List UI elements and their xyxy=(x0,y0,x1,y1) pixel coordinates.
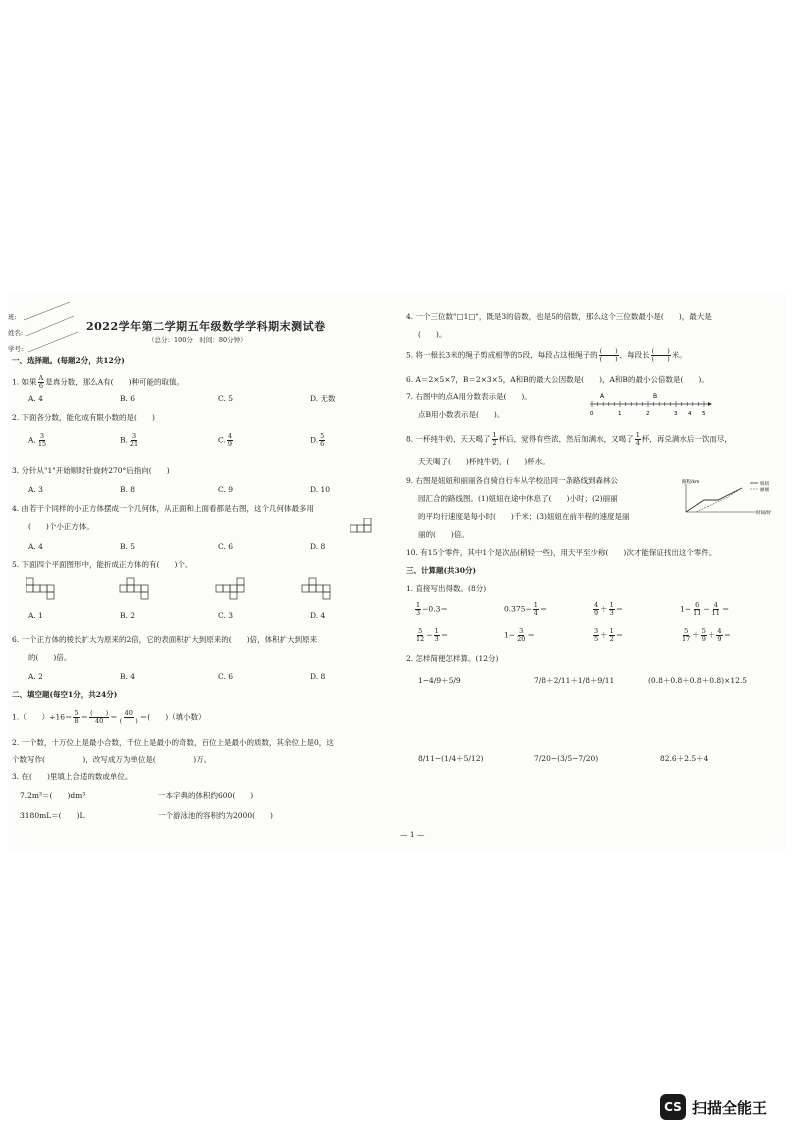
simplify-item-2: 7/8＋2/11＋1/8＋9/11 xyxy=(534,676,615,685)
frac-den: 8 xyxy=(74,717,79,725)
section3-heading: 三、计算题(共30分) xyxy=(406,566,477,575)
frac-den: 3 xyxy=(609,609,614,617)
calc-eq: ＝ xyxy=(723,630,732,640)
frac-den: 9 xyxy=(717,635,722,643)
frac-den: 11 xyxy=(711,609,720,617)
simplify-item-4: 8/11−(1/4＋5/12) xyxy=(418,754,484,763)
q1-6-line1: 6. 一个正方体的棱长扩大为原来的2倍，它的表面积扩大到原来的( )倍，体积扩大到原来 xyxy=(12,635,318,644)
q2-3-row1-b: 一本字典的体积约600( ) xyxy=(158,791,254,800)
q2-7-number-line xyxy=(584,392,714,418)
calc-item-2 xyxy=(504,602,547,617)
frac-num: 4 xyxy=(594,601,599,609)
frac-den: 20 xyxy=(517,635,526,643)
q2-5-b: ，每段长 xyxy=(619,350,650,360)
q2-5 xyxy=(406,348,687,363)
q2-3-row2-a: 3180mL＝( )L xyxy=(20,811,85,820)
q1-1 xyxy=(12,375,184,390)
calc-item-4 xyxy=(680,602,729,617)
frac-num: 1 xyxy=(416,601,421,609)
frac-num: 5 xyxy=(418,627,423,635)
calc-item-8 xyxy=(680,628,731,643)
q1-3-option-b: B. 8 xyxy=(120,485,136,494)
q1-2: 2. 下面各分数，能化成有限小数的是( ) xyxy=(12,413,155,422)
q2-3: 3. 在( )里填上合适的数或单位。 xyxy=(12,772,133,781)
axis-tick-5: 5 xyxy=(702,411,706,417)
q1-6-option-a: A. 2 xyxy=(28,672,43,681)
calc-eq: ＝ xyxy=(615,604,624,614)
section3-p1-heading: 1. 直接写出得数。(8分) xyxy=(406,584,487,593)
legend-lili: 丽丽 xyxy=(760,488,769,493)
frac-den: 12 xyxy=(416,635,425,643)
frac-den: 6 xyxy=(320,440,325,448)
q1-6-option-d: D. 8 xyxy=(310,672,326,681)
frac-num: 5 xyxy=(320,432,325,440)
arrow-icon xyxy=(708,402,712,406)
opt-label: B. xyxy=(120,435,128,445)
calc-op: −0.3＝ xyxy=(422,604,448,614)
frac-num: 4 xyxy=(717,627,722,635)
section1-heading: 一、选择题。(每题2分，共12分) xyxy=(12,356,125,365)
side-label-name: 姓名: xyxy=(8,329,24,337)
frac-num: ( ) xyxy=(599,347,618,355)
q2-9-line4: 丽的( )倍。 xyxy=(418,530,469,539)
page-number: — 1 — xyxy=(400,830,425,839)
q2-8-a: 8. 一杯纯牛奶，天天喝了 xyxy=(406,434,491,444)
axis-tick-2: 2 xyxy=(646,411,650,417)
q1-1-option-c: C. 5 xyxy=(218,394,234,403)
side-label-class: 班: xyxy=(8,313,17,321)
q2-4-line1: 4. 一个三位数"□1□"，既是3的倍数，也是5的倍数，那么这个三位数最小是( )，最大是 xyxy=(406,312,712,321)
q1-1-text-b: 是真分数，那么A有( )种可能的取值。 xyxy=(45,377,185,387)
calc-item-5 xyxy=(414,628,448,643)
graph-xlabel: 时间/时 xyxy=(756,511,772,516)
point-b-label: B xyxy=(653,393,658,400)
q1-4-option-a: A. 4 xyxy=(28,542,43,551)
q1-5: 5. 下面四个平面图形中，能折成正方体的有( )个。 xyxy=(12,560,193,569)
legend-niuniu: 妞妞 xyxy=(760,482,769,487)
frac-num: 3 xyxy=(39,432,45,440)
calc-eq: ＝ xyxy=(440,630,449,640)
section2-heading: 二、填空题(每空1分，共24分) xyxy=(12,690,118,699)
q2-1-d: ＝( )（填小数） xyxy=(139,712,206,722)
section3-p2-heading: 2. 怎样简便怎样算。(12分) xyxy=(406,654,499,663)
frac-num: ( ) xyxy=(90,709,109,717)
q1-6-option-b: B. 4 xyxy=(120,672,136,681)
opt-label: C. xyxy=(218,435,226,445)
frac-den: 3 xyxy=(434,635,439,643)
calc-op: ＋ xyxy=(692,630,700,640)
frac-num: 4 xyxy=(227,432,232,440)
frac-num: 3 xyxy=(594,627,599,635)
frac-num: 5 xyxy=(684,627,689,635)
calc-item-7 xyxy=(592,628,623,643)
calc-item-1 xyxy=(414,602,448,617)
q2-1-c: ＝ xyxy=(110,712,118,722)
q2-8-line1 xyxy=(406,432,732,447)
frac-num: 1 xyxy=(635,431,640,439)
q1-2-option-a xyxy=(28,433,48,448)
frac-den: 15 xyxy=(37,440,47,448)
camscanner-watermark xyxy=(660,1094,790,1124)
frac-den: 5 xyxy=(594,635,599,643)
q1-5-option-b: B. 2 xyxy=(120,611,136,620)
frac-den: 9 xyxy=(701,635,706,643)
side-label-id: 学号: xyxy=(8,345,24,353)
frac-num: 40 xyxy=(124,709,133,717)
frac-num: 1 xyxy=(533,601,538,609)
page-title: 2022学年第二学期五年级数学学科期末测试卷 xyxy=(86,320,326,333)
calc-op: − xyxy=(426,630,433,640)
frac-den: 21 xyxy=(129,440,139,448)
point-a-label: A xyxy=(600,393,605,400)
q1-4-line2: ( )个小正方体。 xyxy=(28,522,94,531)
q2-2-line1: 2. 一个数，十万位上是最小合数，千位上是最小的奇数，百位上是最小的质数，其余位上是0，这 xyxy=(12,738,334,747)
axis-tick-4: 4 xyxy=(688,411,692,417)
axis-tick-1: 1 xyxy=(618,411,622,417)
q1-5-nets-figure xyxy=(26,576,386,604)
calc-item-6 xyxy=(504,628,535,643)
frac-den: 40 xyxy=(95,717,104,725)
q1-2-option-d xyxy=(310,433,326,448)
opt-label: D. xyxy=(310,435,319,445)
opt-label: A. xyxy=(28,435,36,445)
q2-9-line1: 9. 右图是妞妞和丽丽各自骑自行车从学校沿同一条路线到森林公 xyxy=(406,476,619,485)
simplify-item-6: 82.6＋2.5＋4 xyxy=(660,754,709,763)
frac-den: 11 xyxy=(693,609,702,617)
q1-1-option-a: A. 4 xyxy=(28,394,43,403)
calc-op: ＋ xyxy=(600,630,608,640)
simplify-item-5: 7/20−(3/5−7/20) xyxy=(534,754,599,763)
calc-pre: 1− xyxy=(680,604,692,614)
frac-den: 2 xyxy=(609,635,614,643)
q2-1-b: ＝ xyxy=(80,712,89,722)
q2-9-route-graph xyxy=(676,476,778,520)
calc-pre: 0.375− xyxy=(504,604,532,614)
q1-3-option-c: C. 9 xyxy=(218,485,234,494)
calc-item-3 xyxy=(592,602,623,617)
q1-6-option-c: C. 6 xyxy=(218,672,234,681)
q1-1-option-b: B. 6 xyxy=(120,394,136,403)
frac-den: 4 xyxy=(635,439,640,447)
q1-4-option-b: B. 5 xyxy=(120,542,136,551)
q1-4-option-c: C. 6 xyxy=(218,542,234,551)
frac-den: 2 xyxy=(492,439,497,447)
frac-num: 3 xyxy=(519,627,524,635)
q1-4-view-figure xyxy=(350,518,378,538)
frac-num: 3 xyxy=(131,432,137,440)
q2-1-a: 1.（ ）÷16＝ xyxy=(12,712,73,722)
q1-5-option-c: C. 3 xyxy=(218,611,234,620)
frac-num: 5 xyxy=(701,627,706,635)
frac-num: 5 xyxy=(74,709,79,717)
frac-num: ( ) xyxy=(651,347,670,355)
q2-10: 10. 有15个零件，其中1个是次品(稍轻一些)，用天平至少称( )次才能保证找出这个零件。 xyxy=(406,548,717,557)
q2-3-row2-b: 一个游泳池的容积约为2000( ) xyxy=(158,811,273,820)
frac-num: 1 xyxy=(434,627,439,635)
graph-ylabel: 路程/km xyxy=(682,480,700,485)
side-diagonal-lines xyxy=(24,302,80,360)
axis-tick-0: 0 xyxy=(590,411,594,417)
simplify-item-1: 1−4/9＋5/9 xyxy=(418,676,461,685)
q2-6: 6. A＝2×5×7，B＝2×3×5，A和B的最大公因数是( )，A和B的最小公倍数是( )。 xyxy=(406,375,709,384)
q2-1 xyxy=(12,710,206,725)
calc-op: ＋ xyxy=(600,604,608,614)
frac-num: 1 xyxy=(609,627,614,635)
q1-5-option-d: D. 4 xyxy=(310,611,326,620)
frac-num: 4 xyxy=(713,601,718,609)
calc-eq: ＝ xyxy=(615,630,624,640)
q1-3: 3. 分针从"1"开始顺时针旋转270°后指向( ) xyxy=(12,466,170,475)
calc-op: ＝ xyxy=(539,604,548,614)
frac-den: 6 xyxy=(38,382,43,390)
frac-den: 3 xyxy=(416,609,421,617)
frac-den: ( ) xyxy=(651,355,670,363)
axis-tick-3: 3 xyxy=(674,411,678,417)
frac-den: 9 xyxy=(227,440,232,448)
calc-op: − xyxy=(703,604,710,614)
page-subtitle: （总分：100分 时间：80分钟） xyxy=(148,336,247,344)
q2-8-b: 杯后，觉得有些浓，然后加满水，又喝了 xyxy=(498,434,634,444)
q1-1-text-a: 1. 如果 xyxy=(12,377,37,387)
q1-2-option-c xyxy=(218,433,234,448)
cs-logo-icon: CS xyxy=(660,1094,686,1120)
frac-den: 4 xyxy=(533,609,538,617)
q1-3-option-a: A. 3 xyxy=(28,485,43,494)
q1-4-option-d: D. 8 xyxy=(310,542,326,551)
q1-1-option-d: D. 无数 xyxy=(310,394,336,403)
q2-4-line2: ( )。 xyxy=(418,330,447,339)
frac-num: 1 xyxy=(609,601,614,609)
q1-4-line1: 4. 由若干个同样的小正方体摆成一个几何体，从正面和上面看都是右图，这个几何体最多用 xyxy=(12,504,315,513)
simplify-item-3: (0.8＋0.8＋0.8＋0.8)×12.5 xyxy=(648,676,748,685)
calc-pre: 1− xyxy=(504,630,516,640)
frac-den: ( ) xyxy=(599,355,618,363)
q2-9-line3: 的平均行速度是每小时( )千米；(3)妞妞在前半程的速度是丽 xyxy=(418,512,630,521)
cs-brand-text: 扫描全能王 xyxy=(692,1099,768,1117)
frac-den: 9 xyxy=(594,609,599,617)
q2-2-line2: 个数写作( )，改写成万为单位是( )万。 xyxy=(12,755,212,764)
series-niuniu-line xyxy=(686,488,742,512)
q2-8-line2: 天天喝了( )杯纯牛奶，( )杯水。 xyxy=(418,457,550,466)
calc-eq: ＝ xyxy=(721,604,730,614)
q1-3-option-d: D. 10 xyxy=(310,485,331,494)
calc-op: ＋ xyxy=(707,630,716,640)
exam-sheet xyxy=(8,292,786,852)
frac-den: ( ) xyxy=(119,717,138,725)
q2-3-row1-a: 7.2m³＝( )dm³ xyxy=(20,791,86,800)
q2-7-line1: 7. 右图中的点A用分数表示是( )。 xyxy=(406,392,532,401)
frac-num: 1 xyxy=(492,431,497,439)
q2-8-c: 杯，再兑满水后一饮而尽， xyxy=(641,434,732,444)
q2-9-line2: 园汇合的路线图。(1)妞妞在途中休息了( )小时；(2)丽丽 xyxy=(418,494,618,503)
q1-5-option-a: A. 1 xyxy=(28,611,43,620)
frac-num: A xyxy=(38,374,44,382)
q1-2-option-b xyxy=(120,433,140,448)
q1-1-fraction xyxy=(38,375,45,390)
q2-5-c: 米。 xyxy=(671,350,687,360)
calc-op: ＝ xyxy=(527,630,535,640)
q1-6-line2: 的( )倍。 xyxy=(28,653,72,662)
frac-num: 6 xyxy=(695,601,700,609)
q2-7-line2: 点B用小数表示是( )。 xyxy=(418,410,505,419)
frac-den: 17 xyxy=(682,635,691,643)
q2-5-a: 5. 将一根长3米的绳子剪成相等的5段，每段占这根绳子的 xyxy=(406,350,598,360)
